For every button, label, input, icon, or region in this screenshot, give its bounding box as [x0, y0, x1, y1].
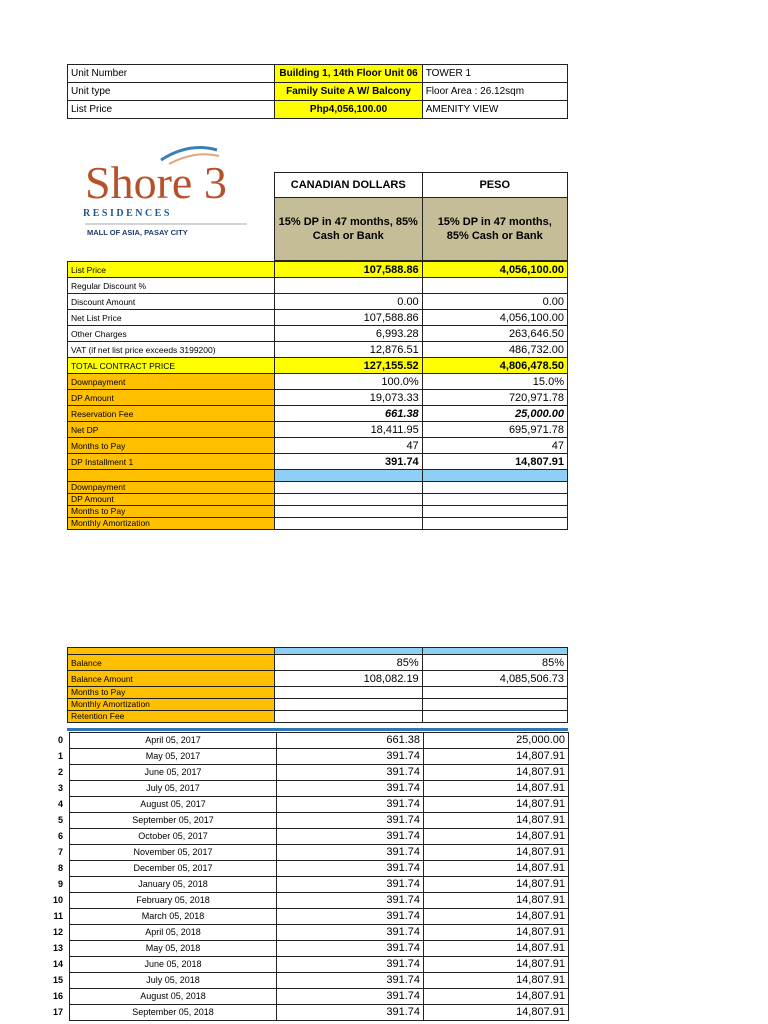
- cad-amount: 391.74: [277, 861, 424, 877]
- row-label: Months to Pay: [68, 687, 275, 699]
- view-value: AMENITY VIEW: [422, 101, 567, 119]
- php-value: [422, 482, 567, 494]
- logo-location: MALL OF ASIA, PASAY CITY: [87, 228, 188, 237]
- cad-value: 107,588.86: [275, 310, 422, 326]
- row-label: Discount Amount: [68, 294, 275, 310]
- schedule-row: [28, 845, 569, 861]
- installment-number: 9: [57, 879, 63, 889]
- php-amount: 25,000.00: [424, 733, 569, 749]
- unit-number-value: Building 1, 14th Floor Unit 06: [275, 65, 422, 83]
- installment-number: 1: [57, 751, 63, 761]
- schedule-row: [28, 989, 569, 1005]
- cad-amount: 391.74: [277, 957, 424, 973]
- php-value: 4,085,506.73: [422, 671, 567, 687]
- table-row: [68, 671, 568, 687]
- cad-value: [275, 711, 422, 723]
- schedule-row: [28, 909, 569, 925]
- table-row: [68, 470, 568, 482]
- cad-amount: 391.74: [277, 781, 424, 797]
- cad-amount: 391.74: [277, 749, 424, 765]
- logo-sub: R E S I D E N C E S: [83, 208, 170, 219]
- installment-number: 11: [53, 911, 63, 921]
- due-date: September 05, 2017: [70, 813, 277, 829]
- balance-table: [67, 647, 568, 723]
- table-row: [68, 687, 568, 699]
- row-label: Balance: [68, 655, 275, 671]
- row-label: Downpayment: [68, 374, 275, 390]
- php-value: [422, 518, 567, 530]
- php-value: [422, 648, 567, 655]
- table-row: [68, 342, 568, 358]
- row-label: DP Installment 1: [68, 454, 275, 470]
- schedule-row: [28, 925, 569, 941]
- cad-value: 6,993.28: [275, 326, 422, 342]
- row-label: Reservation Fee: [68, 406, 275, 422]
- php-value: [422, 470, 567, 482]
- logo-name: Shore 3: [85, 157, 227, 208]
- schedule-row: [28, 861, 569, 877]
- list-price-row: [68, 101, 568, 119]
- table-row: [68, 494, 568, 506]
- installment-number: 16: [52, 991, 63, 1001]
- row-label: [68, 470, 275, 482]
- installment-number: 0: [57, 735, 63, 745]
- unit-type-label: Unit type: [68, 83, 275, 101]
- due-date: June 05, 2018: [70, 957, 277, 973]
- due-date: May 05, 2018: [70, 941, 277, 957]
- schedule-row: [28, 893, 569, 909]
- cad-value: 100.0%: [275, 374, 422, 390]
- table-row: [68, 711, 568, 723]
- due-date: August 05, 2018: [70, 989, 277, 1005]
- php-value: [422, 278, 567, 294]
- php-value: [422, 699, 567, 711]
- cad-value: [275, 648, 422, 655]
- php-value: 4,056,100.00: [422, 310, 567, 326]
- cad-amount: 391.74: [277, 1005, 424, 1021]
- cad-value: [275, 278, 422, 294]
- schedule-row: [28, 797, 569, 813]
- tower-value: TOWER 1: [422, 65, 567, 83]
- schedule-row: [28, 941, 569, 957]
- schedule-row: [28, 1005, 569, 1021]
- php-value: 486,732.00: [422, 342, 567, 358]
- table-row: [68, 648, 568, 655]
- cad-amount: 391.74: [277, 829, 424, 845]
- php-amount: 14,807.91: [424, 797, 569, 813]
- row-label: List Price: [68, 262, 275, 278]
- unit-number-row: [68, 65, 568, 83]
- row-label: Monthly Amortization: [68, 699, 275, 711]
- row-label: Balance Amount: [68, 671, 275, 687]
- due-date: July 05, 2018: [70, 973, 277, 989]
- installment-number: 14: [52, 959, 63, 969]
- php-value: [422, 506, 567, 518]
- schedule-row: [28, 765, 569, 781]
- php-amount: 14,807.91: [424, 925, 569, 941]
- cad-value: 19,073.33: [275, 390, 422, 406]
- cad-value: [275, 482, 422, 494]
- list-price-label: List Price: [68, 101, 275, 119]
- php-value: 720,971.78: [422, 390, 567, 406]
- installment-number: 3: [57, 783, 63, 793]
- row-label: Months to Pay: [68, 506, 275, 518]
- row-label: Net DP: [68, 422, 275, 438]
- cad-value: 12,876.51: [275, 342, 422, 358]
- row-label: Other Charges: [68, 326, 275, 342]
- php-amount: 14,807.91: [424, 861, 569, 877]
- installment-number: 13: [52, 943, 63, 953]
- installment-number: 5: [57, 815, 63, 825]
- row-label: Net List Price: [68, 310, 275, 326]
- table-row: [68, 262, 568, 278]
- table-row: [68, 278, 568, 294]
- due-date: November 05, 2017: [70, 845, 277, 861]
- php-value: [422, 711, 567, 723]
- payment-schedule-table: [28, 732, 569, 1021]
- table-row: [68, 390, 568, 406]
- installment-number: 4: [57, 799, 63, 809]
- installment-number: 15: [52, 975, 63, 985]
- schedule-row: [28, 813, 569, 829]
- table-row: [68, 406, 568, 422]
- cad-amount: 391.74: [277, 797, 424, 813]
- due-date: March 05, 2018: [70, 909, 277, 925]
- schedule-row: [28, 877, 569, 893]
- unit-info-table: [67, 64, 568, 119]
- row-label: VAT (if net list price exceeds 3199200): [68, 342, 275, 358]
- shore3-logo: [69, 138, 269, 248]
- table-row: [68, 699, 568, 711]
- header-term-cad: 15% DP in 47 months, 85% Cash or Bank: [275, 198, 423, 261]
- installment-number: 10: [52, 895, 63, 905]
- due-date: April 05, 2018: [70, 925, 277, 941]
- php-amount: 14,807.91: [424, 1005, 569, 1021]
- row-label: [68, 648, 275, 655]
- installment-number: 2: [57, 767, 63, 777]
- schedule-row: [28, 957, 569, 973]
- php-amount: 14,807.91: [424, 765, 569, 781]
- cad-amount: 661.38: [277, 733, 424, 749]
- row-label: DP Amount: [68, 494, 275, 506]
- cad-value: 108,082.19: [275, 671, 422, 687]
- php-value: 0.00: [422, 294, 567, 310]
- table-row: [68, 655, 568, 671]
- row-label: Monthly Amortization: [68, 518, 275, 530]
- installment-number: 12: [52, 927, 63, 937]
- table-row: [68, 518, 568, 530]
- cad-amount: 391.74: [277, 813, 424, 829]
- cad-amount: 391.74: [277, 909, 424, 925]
- cad-amount: 391.74: [277, 989, 424, 1005]
- row-label: Regular Discount %: [68, 278, 275, 294]
- cad-value: [275, 494, 422, 506]
- cad-value: [275, 518, 422, 530]
- schedule-row: [28, 781, 569, 797]
- due-date: February 05, 2018: [70, 893, 277, 909]
- table-row: [68, 294, 568, 310]
- header-canadian-dollars: CANADIAN DOLLARS: [275, 173, 423, 198]
- php-value: 695,971.78: [422, 422, 567, 438]
- php-value: 4,056,100.00: [422, 262, 567, 278]
- floor-area-value: Floor Area : 26.12sqm: [422, 83, 567, 101]
- php-amount: 14,807.91: [424, 941, 569, 957]
- php-value: 25,000.00: [422, 406, 567, 422]
- php-value: 14,807.91: [422, 454, 567, 470]
- php-amount: 14,807.91: [424, 749, 569, 765]
- installment-number: 17: [52, 1007, 63, 1017]
- php-value: 263,646.50: [422, 326, 567, 342]
- due-date: January 05, 2018: [70, 877, 277, 893]
- php-amount: 14,807.91: [424, 989, 569, 1005]
- cad-value: [275, 470, 422, 482]
- table-row: [68, 310, 568, 326]
- php-value: 4,806,478.50: [422, 358, 567, 374]
- php-value: [422, 494, 567, 506]
- cad-value: 127,155.52: [275, 358, 422, 374]
- installment-number: 8: [57, 863, 63, 873]
- table-row: [68, 454, 568, 470]
- php-amount: 14,807.91: [424, 909, 569, 925]
- unit-number-label: Unit Number: [68, 65, 275, 83]
- php-amount: 14,807.91: [424, 781, 569, 797]
- cad-amount: 391.74: [277, 765, 424, 781]
- due-date: April 05, 2017: [70, 733, 277, 749]
- cad-value: 47: [275, 438, 422, 454]
- row-label: Retention Fee: [68, 711, 275, 723]
- due-date: December 05, 2017: [70, 861, 277, 877]
- php-amount: 14,807.91: [424, 957, 569, 973]
- php-value: 15.0%: [422, 374, 567, 390]
- due-date: August 05, 2017: [70, 797, 277, 813]
- due-date: July 05, 2017: [70, 781, 277, 797]
- column-headers: [274, 172, 568, 261]
- php-amount: 14,807.91: [424, 877, 569, 893]
- cad-value: 18,411.95: [275, 422, 422, 438]
- header-peso: PESO: [422, 173, 568, 198]
- table-row: [68, 438, 568, 454]
- table-row: [68, 358, 568, 374]
- cad-amount: 391.74: [277, 925, 424, 941]
- row-label: Months to Pay: [68, 438, 275, 454]
- installment-number: 7: [57, 847, 63, 857]
- cad-value: 107,588.86: [275, 262, 422, 278]
- table-row: [68, 506, 568, 518]
- cad-amount: 391.74: [277, 877, 424, 893]
- cad-value: [275, 699, 422, 711]
- cad-amount: 391.74: [277, 941, 424, 957]
- row-label: Downpayment: [68, 482, 275, 494]
- schedule-row: [28, 973, 569, 989]
- row-label: DP Amount: [68, 390, 275, 406]
- unit-type-row: [68, 83, 568, 101]
- table-row: [68, 326, 568, 342]
- cad-value: [275, 687, 422, 699]
- header-term-php: 15% DP in 47 months, 85% Cash or Bank: [422, 198, 568, 261]
- installment-number: 6: [57, 831, 63, 841]
- php-amount: 14,807.91: [424, 845, 569, 861]
- cad-amount: 391.74: [277, 973, 424, 989]
- unit-type-value: Family Suite A W/ Balcony: [275, 83, 422, 101]
- cost-table: [67, 261, 568, 530]
- php-amount: 14,807.91: [424, 893, 569, 909]
- due-date: May 05, 2017: [70, 749, 277, 765]
- table-row: [68, 482, 568, 494]
- cad-value: 391.74: [275, 454, 422, 470]
- php-amount: 14,807.91: [424, 813, 569, 829]
- due-date: September 05, 2018: [70, 1005, 277, 1021]
- cad-amount: 391.74: [277, 893, 424, 909]
- schedule-divider: [67, 728, 568, 731]
- due-date: June 05, 2017: [70, 765, 277, 781]
- cad-value: [275, 506, 422, 518]
- row-label: TOTAL CONTRACT PRICE: [68, 358, 275, 374]
- schedule-row: [28, 733, 569, 749]
- php-value: [422, 687, 567, 699]
- schedule-row: [28, 749, 569, 765]
- cad-amount: 391.74: [277, 845, 424, 861]
- table-row: [68, 374, 568, 390]
- php-amount: 14,807.91: [424, 829, 569, 845]
- php-value: 47: [422, 438, 567, 454]
- schedule-row: [28, 829, 569, 845]
- cad-value: 661.38: [275, 406, 422, 422]
- php-amount: 14,807.91: [424, 973, 569, 989]
- cad-value: 85%: [275, 655, 422, 671]
- cad-value: 0.00: [275, 294, 422, 310]
- php-value: 85%: [422, 655, 567, 671]
- list-price-value: Php4,056,100.00: [275, 101, 422, 119]
- due-date: October 05, 2017: [70, 829, 277, 845]
- table-row: [68, 422, 568, 438]
